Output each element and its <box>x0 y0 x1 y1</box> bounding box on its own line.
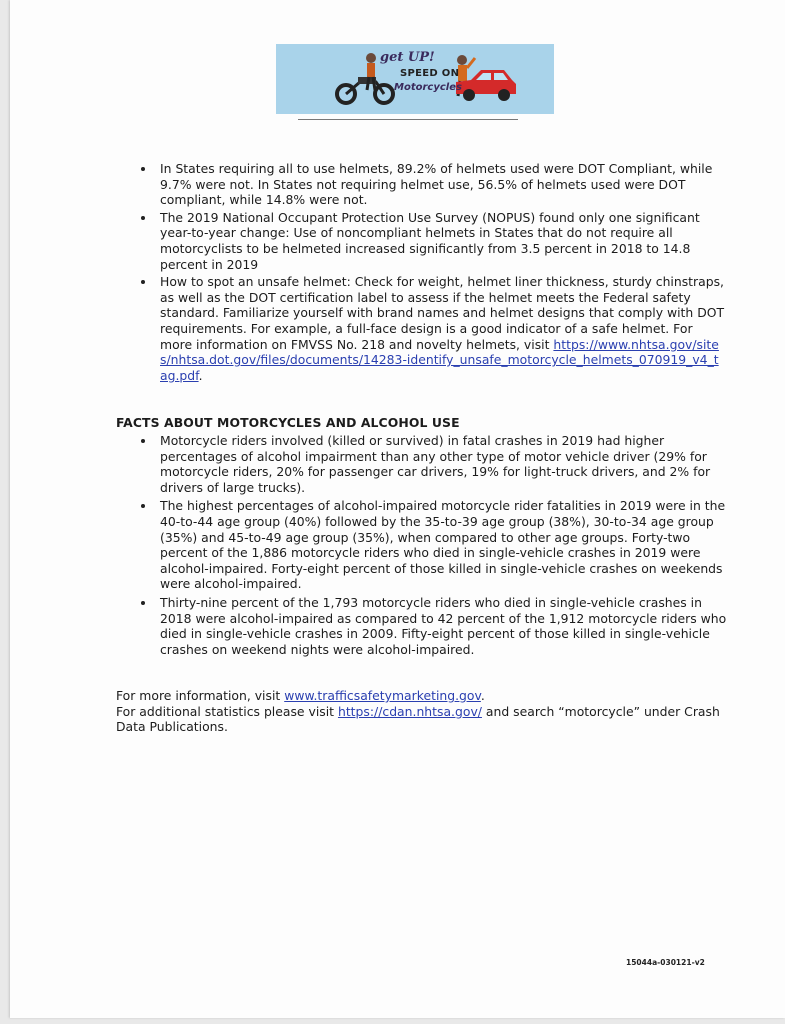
stats-prefix: For additional statistics please visit <box>116 703 338 719</box>
more-info-line <box>116 688 726 704</box>
logo-line-3: Motorcycles <box>394 82 462 93</box>
list-item-spot-unsafe-helmet <box>160 274 725 383</box>
alcohol-section-heading: FACTS ABOUT MOTORCYCLES AND ALCOHOL USE <box>116 415 460 430</box>
alcohol-facts-list <box>160 433 730 660</box>
document-number: 15044a-030121-v2 <box>626 958 705 967</box>
spot-helmet-text: How to spot an unsafe helmet: Check for weight, helmet liner thickness, sturdy chinstraps, as well as the DOT certification label to assess if the helmet meets the Federal safety standard. Familiarize yourself with brand names and helmet designs that comply with DOT requirements. For example, a full-face design is a good indicator of a safe helmet. For more information on FMVSS No. 218 and novelty helmets, visit <box>160 274 725 352</box>
more-info-suffix: . <box>480 688 485 703</box>
logo-line-2: SPEED ON <box>400 68 460 79</box>
campaign-logo <box>276 44 554 114</box>
more-info-prefix: For more information, visit <box>116 688 285 703</box>
motorcycle-icon <box>337 77 393 103</box>
footer-info <box>116 688 726 735</box>
list-item: Thirty-nine percent of the 1,793 motorcycle riders who died in single-vehicle crashes in 2018 were alcohol-impaired as compared to 42 percent of the 1,912 motorcycle riders who died in single-vehicle crashes in 2009. Fifty-eight percent of those killed in single-vehicle crashes on weekend nights were alcohol-impaired. <box>160 595 730 657</box>
list-item: The highest percentages of alcohol-impaired motorcycle rider fatalities in 2019 were in the 40-to-44 age group (40%) followed by the 35-to-39 age group (38%), 30-to-34 age group (35%) and 45-to-49 age group (35%), when compared to other age groups. Forty-two percent of the 1,886 motorcycle riders who died in single-vehicle crashes in 2019 were alcohol-impaired. Forty-eight percent of those killed in single-vehicle crashes on weekends were alcohol-impaired. <box>160 498 730 592</box>
rider-figure-icon <box>366 53 376 90</box>
list-item: In States requiring all to use helmets, 89.2% of helmets used were DOT Compliant, while 9.7% were not. In States not requiring helmet use, 56.5% of helmets used were DOT compliant, while 14.8% were not. <box>160 161 725 208</box>
stats-line <box>116 704 726 735</box>
helmet-pdf-link[interactable]: https://www.nhtsa.gov/sites/nhtsa.dot.gov/files/documents/14283-identify_unsafe_motorcycle_helmets_070919_v4_tag.pdf <box>160 336 719 383</box>
spot-helmet-after: . <box>198 367 203 383</box>
stats-suffix: and search “motorcycle” under Crash Data Publications. <box>116 703 720 735</box>
document-page <box>10 0 785 1018</box>
traffic-safety-link[interactable]: www.trafficsafetymarketing.gov <box>284 688 481 703</box>
logo-underline <box>298 119 518 120</box>
cdan-link[interactable]: https://cdan.nhtsa.gov/ <box>337 703 482 719</box>
logo-line-1: get UP! <box>380 50 435 65</box>
list-item: Motorcycle riders involved (killed or survived) in fatal crashes in 2019 had higher percentages of alcohol impairment than any other type of motor vehicle driver (29% for motorcycle riders, 20% for passenger car drivers, 19% for light-truck drivers, and 2% for drivers of large trucks). <box>160 433 730 495</box>
list-item: The 2019 National Occupant Protection Use Survey (NOPUS) found only one significant year-to-year change: Use of noncompliant helmets in States that do not require all motorcyclists to be helmeted increased significantly from 3.5 percent in 2018 to 14.8 percent in 2019 <box>160 210 725 272</box>
helmet-facts-list <box>160 161 725 385</box>
